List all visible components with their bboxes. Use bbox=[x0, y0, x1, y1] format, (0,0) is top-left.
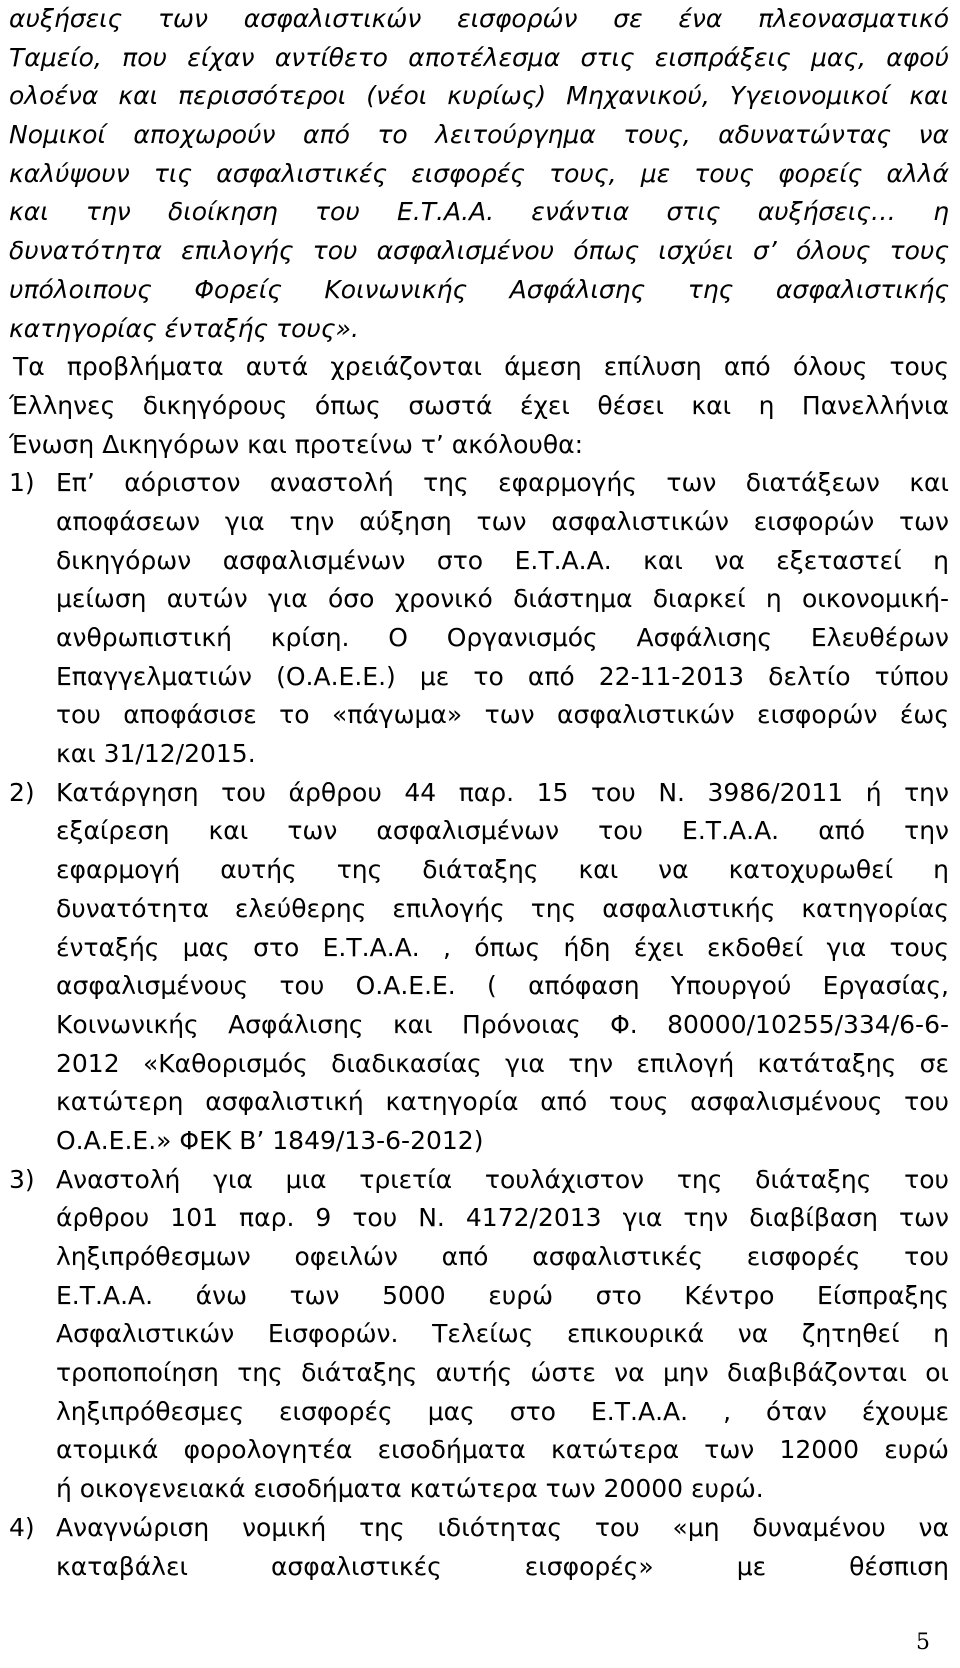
list-line: ατομικά φορολογητέα εισοδήματα κατώτερα των 12000 ευρώ bbox=[56, 1435, 949, 1465]
list-line: ληξιπρόθεσμες εισφορές μας στο Ε.Τ.Α.Α. , όταν έχουμε bbox=[56, 1396, 949, 1426]
list-line: μείωση αυτών για όσο χρονικό διάστημα διαρκεί η οικονομική- bbox=[56, 584, 949, 614]
intro-line: Ένωση Δικηγόρων και προτείνω τ’ ακόλουθα: bbox=[9, 429, 584, 459]
list-number: 3) bbox=[9, 1164, 35, 1194]
list-line: ένταξής μας στο Ε.Τ.Α.Α. , όπως ήδη έχει εκδοθεί για τους bbox=[56, 932, 949, 962]
list-line: ή οικογενειακά εισοδήματα κατώτερα των 20000 ευρώ. bbox=[56, 1474, 764, 1504]
list-number: 4) bbox=[9, 1512, 35, 1542]
document-page bbox=[9, 0, 949, 1586]
list-line: Επ’ αόριστον αναστολή της εφαρμογής των διατάξεων και bbox=[56, 468, 949, 498]
list-item-3 bbox=[9, 1161, 949, 1509]
list-line: δικηγόρων ασφαλισμένων στο Ε.Τ.Α.Α. και να εξεταστεί η bbox=[56, 545, 949, 575]
list-item-4 bbox=[9, 1509, 949, 1586]
quote-line: Νομικοί αποχωρούν από το λειτούργημα τους, αδυνατώντας να bbox=[9, 120, 949, 150]
quote-line: κατηγορίας ένταξής τους». bbox=[9, 313, 359, 343]
list-line: δυνατότητα ελεύθερης επιλογής της ασφαλιστικής κατηγορίας bbox=[56, 893, 949, 923]
italic-quote-paragraph bbox=[9, 0, 949, 348]
list-line: καταβάλει ασφαλιστικές εισφορές» με θέσπιση bbox=[56, 1551, 949, 1581]
intro-line: Έλληνες δικηγόρους όπως σωστά έχει θέσει και η Πανελλήνια bbox=[9, 390, 949, 420]
list-line: ανθρωπιστική κρίση. Ο Οργανισμός Ασφάλισης Ελευθέρων bbox=[56, 623, 949, 652]
list-line: Επαγγελματιών (Ο.Α.Ε.Ε.) με το από 22-11-2013 δελτίο τύπου bbox=[56, 661, 949, 691]
quote-line: καλύψουν τις ασφαλιστικές εισφορές τους, με τους φορείς αλλά bbox=[9, 158, 949, 188]
quote-line: και την διοίκηση του Ε.Τ.Α.Α. ενάντια στις αυξήσεις… η bbox=[9, 197, 949, 227]
list-line: και 31/12/2015. bbox=[56, 739, 256, 769]
list-line: Κατάργηση του άρθρου 44 παρ. 15 του Ν. 3986/2011 ή την bbox=[56, 777, 949, 807]
list-line: εξαίρεση και των ασφαλισμένων του Ε.Τ.Α.Α. από την bbox=[56, 816, 949, 846]
list-line: Ε.Τ.Α.Α. άνω των 5000 ευρώ στο Κέντρο Είσπραξης bbox=[56, 1280, 949, 1310]
list-line: του αποφάσισε το «πάγωμα» των ασφαλιστικών εισφορών έως bbox=[56, 700, 949, 730]
list-line: ασφαλισμένους του Ο.Α.Ε.Ε. ( απόφαση Υπουργού Εργασίας, bbox=[56, 971, 949, 1001]
list-line: 2012 «Καθορισμός διαδικασίας για την επιλογή κατάταξης σε bbox=[56, 1048, 949, 1078]
list-line: ληξιπρόθεσμων οφειλών από ασφαλιστικές εισφορές του bbox=[56, 1242, 949, 1271]
list-line: εφαρμογή αυτής της διάταξης και να κατοχυρωθεί η bbox=[56, 855, 949, 885]
list-line: Αναστολή για μια τριετία τουλάχιστον της διάταξης του bbox=[56, 1164, 949, 1194]
list-item-1 bbox=[9, 464, 949, 774]
quote-line: ολοένα και περισσότεροι (νέοι κυρίως) Μηχανικού, Υγειονομικοί και bbox=[9, 81, 949, 111]
list-number: 2) bbox=[9, 777, 35, 807]
list-line: Αναγνώριση νομική της ιδιότητας του «μη δυναμένου να bbox=[56, 1512, 949, 1542]
list-line: Ασφαλιστικών Εισφορών. Τελείως επικουρικά να ζητηθεί η bbox=[56, 1319, 949, 1349]
list-line: άρθρου 101 παρ. 9 του Ν. 4172/2013 για την διαβίβαση των bbox=[56, 1203, 949, 1233]
list-line: Ο.Α.Ε.Ε.» ΦΕΚ Β’ 1849/13-6-2012) bbox=[56, 1125, 484, 1155]
list-number: 1) bbox=[9, 468, 35, 498]
page-number: 5 bbox=[916, 1630, 930, 1655]
intro-paragraph bbox=[9, 348, 949, 464]
list-line: Κοινωνικής Ασφάλισης και Πρόνοιας Φ. 80000/10255/334/6-6- bbox=[56, 1009, 949, 1039]
list-line: αποφάσεων για την αύξηση των ασφαλιστικών εισφορών των bbox=[56, 506, 949, 536]
list-line: τροποποίηση της διάταξης αυτής ώστε να μην διαβιβάζονται οι bbox=[56, 1358, 949, 1388]
quote-line: υπόλοιπους Φορείς Κοινωνικής Ασφάλισης της ασφαλιστικής bbox=[9, 274, 949, 304]
list-line: κατώτερη ασφαλιστική κατηγορία από τους ασφαλισμένους του bbox=[56, 1087, 949, 1117]
quote-line: Ταμείο, που είχαν αντίθετο αποτέλεσμα στις εισπράξεις μας, αφού bbox=[9, 42, 949, 72]
list-item-2 bbox=[9, 774, 949, 1161]
intro-line: Τα προβλήματα αυτά χρειάζονται άμεση επίλυση από όλους τους bbox=[13, 352, 949, 382]
quote-line: δυνατότητα επιλογής του ασφαλισμένου όπως ισχύει σ’ όλους τους bbox=[9, 236, 949, 266]
quote-line: αυξήσεις των ασφαλιστικών εισφορών σε ένα πλεονασματικό bbox=[9, 4, 949, 33]
